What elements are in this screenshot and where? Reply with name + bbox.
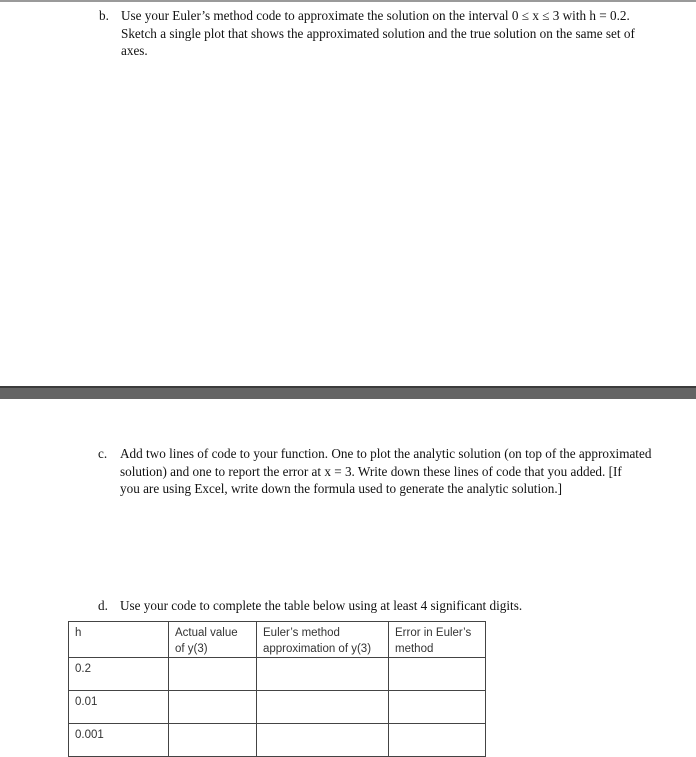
question-d-text xyxy=(120,597,522,615)
question-b-label: b. xyxy=(99,8,109,23)
header-actual-line-1: Actual value xyxy=(175,627,238,639)
question-b-line-1: Use your Euler’s method code to approximate the solution on the interval 0 ≤ x ≤ 3 with h = 0.2. xyxy=(121,8,630,23)
header-euler-line-2: approximation of y(3) xyxy=(263,643,372,655)
table-row xyxy=(69,724,486,757)
cell-actual-value[interactable] xyxy=(169,724,257,757)
question-b-text xyxy=(121,7,635,60)
cell-euler-approx[interactable] xyxy=(257,724,389,757)
question-b-line-2: Sketch a single plot that shows the approximated solution and the true solution on the same set of xyxy=(121,25,635,41)
header-h-text: h xyxy=(75,627,82,639)
question-c-line-2: solution) and one to report the error at x = 3. Write down these lines of code that you added. [If xyxy=(120,463,622,479)
table-header-row xyxy=(69,622,486,658)
question-c-line-1: Add two lines of code to your function. One to plot the analytic solution (on top of the approximated xyxy=(120,446,652,461)
header-actual-value xyxy=(169,622,257,658)
cell-actual-value[interactable] xyxy=(169,658,257,691)
header-actual-line-2: of y(3) xyxy=(175,643,208,655)
header-error-line-1: Error in Euler’s xyxy=(395,627,472,639)
results-table xyxy=(68,621,486,757)
cell-euler-approx[interactable] xyxy=(257,691,389,724)
question-d-label: d. xyxy=(98,598,108,613)
question-c-label: c. xyxy=(98,446,108,461)
table-row xyxy=(69,691,486,724)
header-h xyxy=(69,622,169,658)
cell-error[interactable] xyxy=(389,658,486,691)
top-rule xyxy=(0,0,696,2)
cell-actual-value[interactable] xyxy=(169,691,257,724)
header-error xyxy=(389,622,486,658)
question-c-text xyxy=(120,445,651,498)
cell-h: 0.2 xyxy=(69,658,169,691)
question-d-line-1: Use your code to complete the table below using at least 4 significant digits. xyxy=(120,598,523,613)
cell-euler-approx[interactable] xyxy=(257,658,389,691)
cell-h: 0.01 xyxy=(69,691,169,724)
cell-h: 0.001 xyxy=(69,724,169,757)
table-row xyxy=(69,658,486,691)
header-euler-line-1: Euler’s method xyxy=(263,627,340,639)
header-error-line-2: method xyxy=(395,643,434,655)
cell-error[interactable] xyxy=(389,691,486,724)
header-euler-approx xyxy=(257,622,389,658)
page-divider xyxy=(0,386,696,399)
cell-error[interactable] xyxy=(389,724,486,757)
question-c-line-3: you are using Excel, write down the formula used to generate the analytic solution.] xyxy=(120,481,563,496)
question-b-line-3: axes. xyxy=(121,43,148,58)
